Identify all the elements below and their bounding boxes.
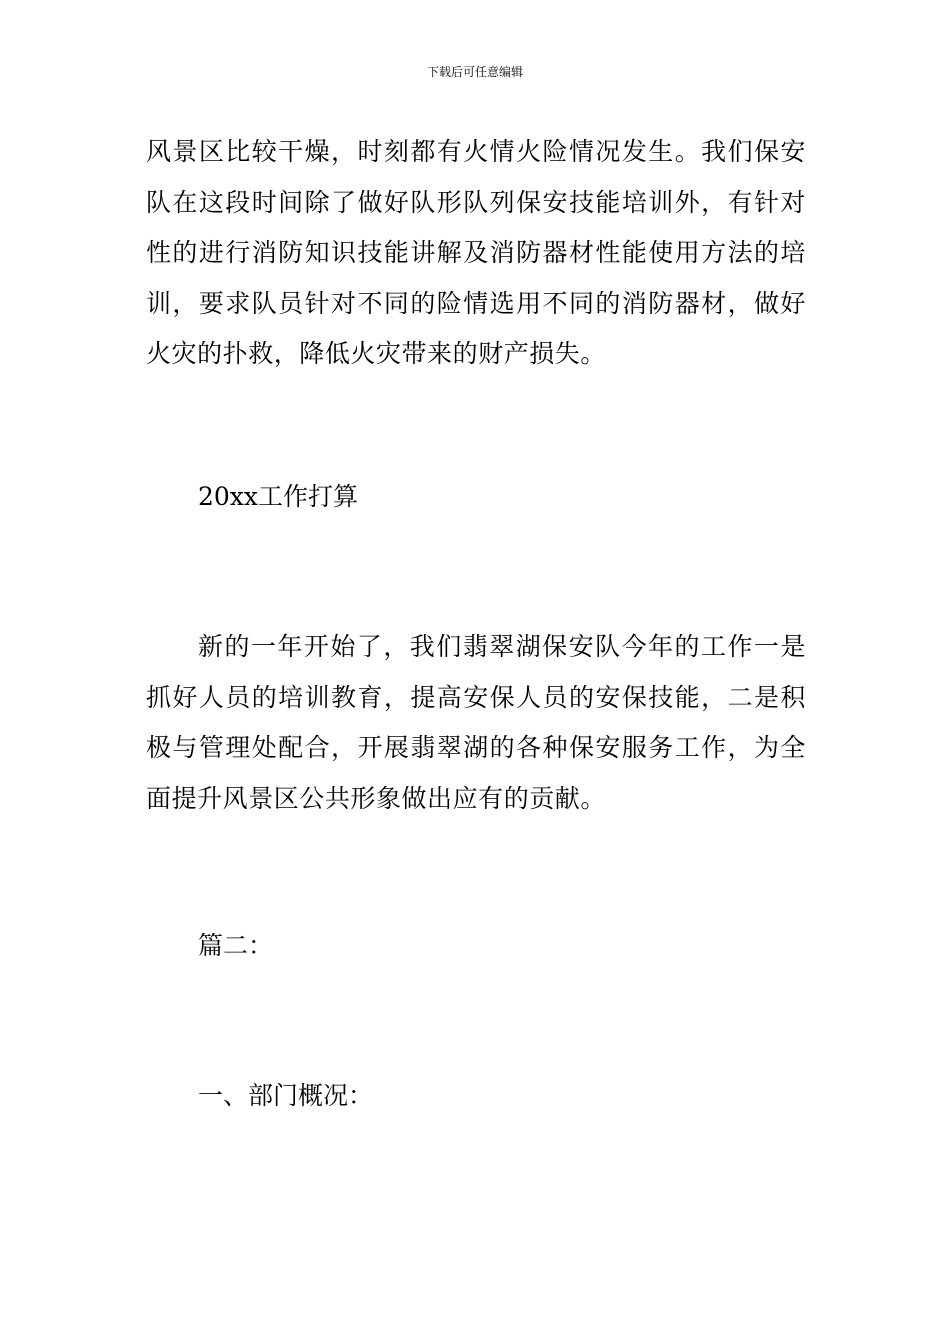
paragraph-fire-safety: 风景区比较干燥，时刻都有火情火险情况发生。我们保安队在这段时间除了做好队形队列保安技能培训外，有针对性的进行消防知识技能讲解及消防器材性能使用方法的培训，要求队员针对不同的险情选用不同的消防器材，做好火灾的扑救，降低火灾带来的财产损失。 [146, 137, 806, 368]
paragraph-new-year-plan: 新的一年开始了，我们翡翠湖保安队今年的工作一是抓好人员的培训教育，提高安保人员的安保技能，二是积极与管理处配合，开展翡翠湖的各种保安服务工作，为全面提升风景区公共形象做出应有的贡献。 [146, 632, 806, 813]
heading-part-two: 篇二： [198, 931, 274, 960]
page-header: 下载后可任意编辑 [426, 65, 523, 79]
heading-department-overview: 一、部门概况： [198, 1081, 374, 1110]
heading-work-plan: 20xx工作打算 [198, 482, 359, 511]
